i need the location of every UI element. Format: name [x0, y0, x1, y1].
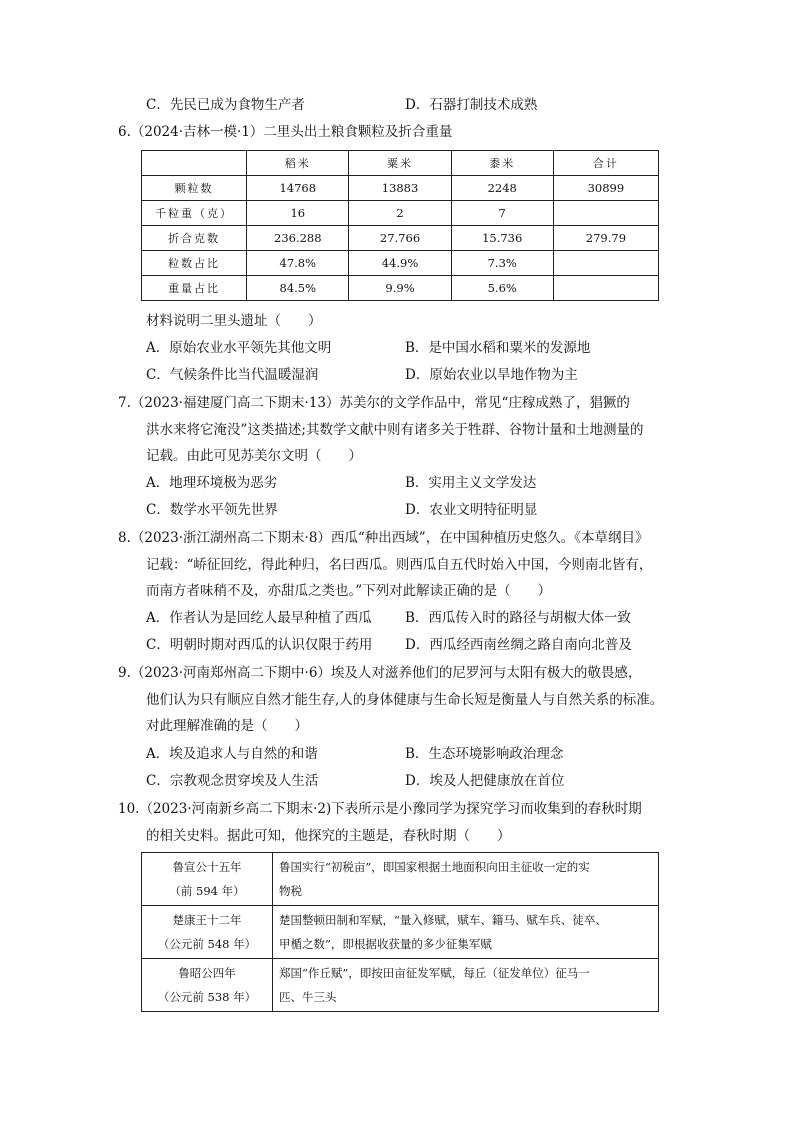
table-cell-text — [273, 853, 659, 906]
q7-option-d: D．农业文明特征明显 — [405, 502, 538, 518]
table-cell-text — [273, 959, 659, 1012]
text-line: 楚国整顿田制和军赋，“量入修赋，赋车、籍马、赋车兵、徒卒、 — [279, 913, 607, 927]
table-cell: 9.9% — [349, 276, 451, 301]
table-cell: 粟米 — [349, 151, 451, 176]
table-cell: 15.736 — [451, 226, 553, 251]
q8-stem-line3: 而南方者味稍不及，亦甜瓜之类也。”下列对此解读正确的是（ ） — [146, 583, 552, 599]
table-cell: 44.9% — [349, 251, 451, 276]
q10-stem-line2: 的相关史料。据此可知，他探究的主题是，春秋时期（ ） — [146, 828, 511, 844]
table-cell: 27.766 — [349, 226, 451, 251]
table-cell — [142, 151, 247, 176]
table-cell — [553, 251, 658, 276]
table-row — [142, 226, 659, 251]
q10-stem-line1: 10.（2023·河南新乡高二下期末·2)下表所示是小豫同学为探究学习而收集到的春秋时期 — [118, 801, 642, 817]
text-line: 甲楯之数”，即根据收获量的多少征集军赋 — [279, 937, 492, 951]
q8-option-c: C．明朝时期对西瓜的认识仅限于药用 — [146, 637, 373, 653]
q8-option-b: B．西瓜传入时的路径与胡椒大体一致 — [405, 610, 631, 626]
table-row — [142, 251, 659, 276]
table-cell: 颗粒数 — [142, 176, 247, 201]
text-line: 匹、牛三头 — [279, 990, 337, 1004]
table-header-row — [142, 151, 659, 176]
q7-stem-line3: 记载。由此可见苏美尔文明（ ） — [146, 448, 362, 464]
q7-option-b: B．实用主义文学发达 — [405, 475, 537, 491]
table-cell: 236.288 — [247, 226, 349, 251]
q5-option-c: C．先民已成为食物生产者 — [146, 97, 305, 113]
table-row — [142, 176, 659, 201]
text-line: 郑国“作丘赋”，即按田亩征发军赋，每丘（征发单位）征马一 — [279, 966, 590, 980]
q7-stem-line1: 7.（2023·福建厦门高二下期末·13）苏美尔的文学作品中，常见“庄稼成熟了，猖獗的 — [118, 395, 630, 411]
q9-stem-line1: 9.（2023·河南郑州高二下期中·6）埃及人对滋养他们的尼罗河与太阳有极大的敬畏感， — [118, 665, 642, 681]
time-year: （公元前 548 年） — [157, 937, 257, 951]
table-cell: 5.6% — [451, 276, 553, 301]
time-year: （前 594 年） — [169, 884, 245, 898]
q6-stem: 6.（2024·吉林一模·1）二里头出土粮食颗粒及折合重量 — [118, 124, 453, 140]
q10-history-table — [141, 852, 659, 1012]
table-cell: 7.3% — [451, 251, 553, 276]
table-row — [142, 853, 659, 906]
table-cell-time — [142, 906, 273, 959]
time-label: 楚康王十二年 — [172, 913, 242, 927]
table-cell: 7 — [451, 201, 553, 226]
table-row — [142, 201, 659, 226]
q6-option-a: A．原始农业水平领先其他文明 — [146, 340, 332, 356]
table-row — [142, 959, 659, 1012]
time-label: 鲁昭公四年 — [178, 966, 236, 980]
q6-option-b: B．是中国水稻和粟米的发源地 — [405, 340, 591, 356]
table-cell: 稻米 — [247, 151, 349, 176]
table-cell-time — [142, 959, 273, 1012]
q8-option-a: A．作者认为是回纥人最早种植了西瓜 — [146, 610, 372, 626]
table-cell: 千粒重（克） — [142, 201, 247, 226]
table-cell: 14768 — [247, 176, 349, 201]
time-label: 鲁宣公十五年 — [172, 860, 242, 874]
q7-option-c: C．数学水平领先世界 — [146, 502, 278, 518]
table-cell-text — [273, 906, 659, 959]
text-line: 鲁国实行“初税亩”，即国家根据土地面积向田主征收一定的实 — [279, 860, 590, 874]
q9-stem-line3: 对此理解准确的是（ ） — [146, 718, 308, 734]
q8-stem-line1: 8.（2023·浙江湖州高二下期末·8）西瓜“种出西域”，在中国种植历史悠久。《本草纲目》 — [118, 530, 649, 546]
q9-stem-line2: 他们认为只有顺应自然才能生存,人的身体健康与生命长短是衡量人与自然关系的标准。 — [146, 692, 664, 708]
table-row — [142, 276, 659, 301]
table-cell: 2248 — [451, 176, 553, 201]
table-cell: 279.79 — [553, 226, 658, 251]
q6-grain-table — [141, 150, 659, 301]
table-cell: 黍米 — [451, 151, 553, 176]
table-cell — [553, 276, 658, 301]
table-cell: 84.5% — [247, 276, 349, 301]
time-year: （公元前 538 年） — [157, 990, 257, 1004]
table-cell-time — [142, 853, 273, 906]
q9-option-c: C．宗教观念贯穿埃及人生活 — [146, 773, 319, 789]
q7-stem-line2: 洪水来将它淹没”这类描述;其数学文献中则有诸多关于牲群、谷物计量和土地测量的 — [146, 422, 644, 438]
table-cell: 粒数占比 — [142, 251, 247, 276]
q6-option-c: C．气候条件比当代温暖湿润 — [146, 367, 319, 383]
q8-option-d: D．西瓜经西南丝绸之路自南向北普及 — [405, 637, 632, 653]
table-cell: 30899 — [553, 176, 658, 201]
table-cell: 合计 — [553, 151, 658, 176]
q9-option-a: A．埃及追求人与自然的和谐 — [146, 746, 318, 762]
q9-option-d: D．埃及人把健康放在首位 — [405, 773, 565, 789]
q8-stem-line2: 记载：“峤征回纥，得此种归，名曰西瓜。则西瓜自五代时始入中国，今则南北皆有， — [146, 557, 653, 573]
q5-option-d: D．石器打制技术成熟 — [405, 97, 538, 113]
table-cell: 47.8% — [247, 251, 349, 276]
table-cell: 13883 — [349, 176, 451, 201]
q9-option-b: B．生态环境影响政治理念 — [405, 746, 564, 762]
table-cell — [553, 201, 658, 226]
table-cell: 16 — [247, 201, 349, 226]
q7-option-a: A．地理环境极为恶劣 — [146, 475, 278, 491]
q6-option-d: D．原始农业以旱地作物为主 — [405, 367, 578, 383]
table-cell: 折合克数 — [142, 226, 247, 251]
table-cell: 重量占比 — [142, 276, 247, 301]
q6-question: 材料说明二里头遗址（ ） — [146, 313, 322, 329]
table-cell: 2 — [349, 201, 451, 226]
table-row — [142, 906, 659, 959]
text-line: 物税 — [279, 884, 302, 898]
